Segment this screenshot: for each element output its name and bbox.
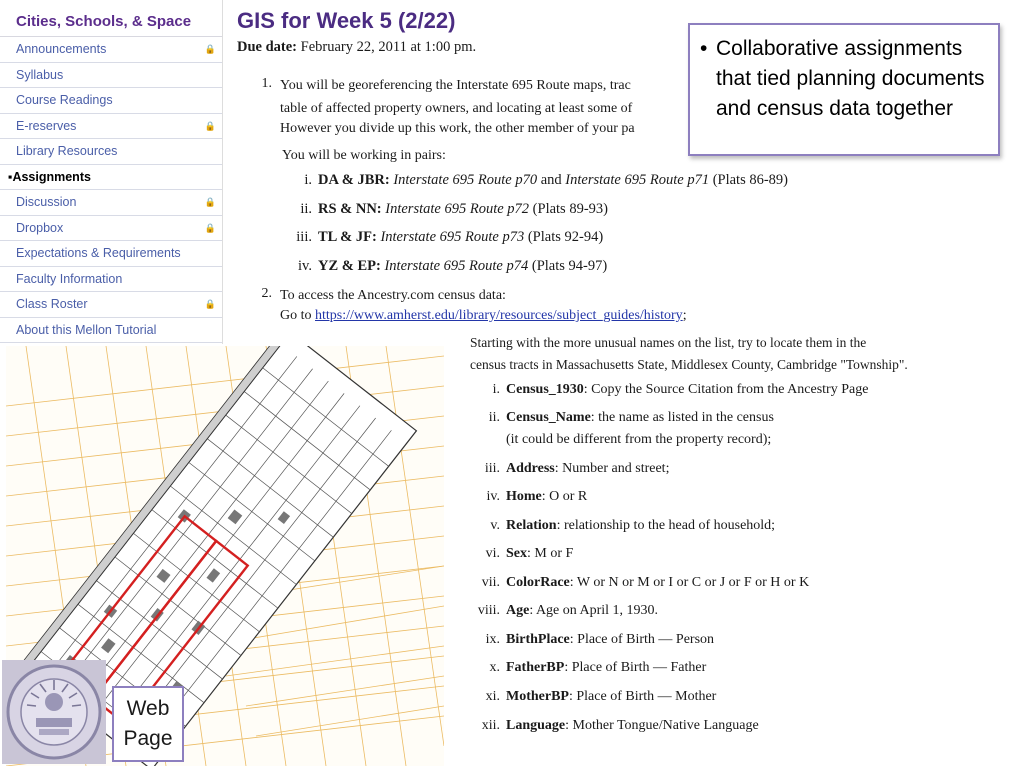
field-row	[470, 689, 716, 705]
lock-icon: 🔒	[204, 197, 216, 207]
sidebar-item-label: Library Resources	[16, 144, 118, 158]
due-date-value: February 22, 2011 at 1:00 pm.	[300, 39, 477, 55]
field-desc: : M or F	[527, 546, 574, 561]
sidebar-item-dropbox[interactable]	[0, 216, 222, 242]
sidebar-item-label: Syllabus	[16, 67, 64, 82]
list-numeral: v.	[490, 518, 500, 533]
sidebar-item-label: Course Readings	[16, 93, 113, 107]
field-name: ColorRace	[506, 575, 570, 590]
list-numeral: ii.	[300, 201, 312, 217]
label-line: Page	[123, 727, 173, 750]
item2-line1: To access the Ancestry.com census data:	[280, 288, 506, 303]
pair-row	[282, 258, 607, 275]
sidebar-item-label: Faculty Information	[16, 271, 123, 286]
field-row	[470, 546, 573, 562]
list-numeral: vi.	[485, 546, 500, 561]
list-numeral: i.	[492, 382, 500, 397]
sidebar-item-label: Dropbox	[16, 220, 64, 235]
lock-icon: 🔒	[204, 299, 216, 309]
plats-range: (Plats 89-93)	[529, 201, 608, 217]
field-desc: : Copy the Source Citation from the Ancestry Page	[583, 382, 869, 397]
web-page-label	[112, 686, 184, 762]
field-row	[470, 382, 868, 398]
census-intro-line1: Starting with the more unusual names on the list, try to locate them in the	[470, 335, 867, 350]
active-marker-icon: ▪	[8, 169, 13, 184]
label-line: Web	[126, 697, 170, 720]
field-desc: : Place of Birth — Person	[569, 632, 715, 647]
due-date	[237, 39, 476, 56]
page-title: GIS for Week 5 (2/22)	[237, 8, 456, 33]
callout-text: Collaborative assignments that tied planning documents and census data together	[716, 37, 985, 120]
sidebar-item-expectations[interactable]	[0, 241, 222, 267]
sidebar-item-library-resources[interactable]	[0, 139, 222, 165]
map-name: Interstate 695 Route p74	[384, 258, 529, 274]
field-desc: : Number and street;	[554, 461, 670, 476]
sidebar-item-label: Expectations & Requirements	[16, 246, 181, 260]
ancestry-link[interactable]: https://www.amherst.edu/library/resources/subject_guides/history	[315, 308, 683, 323]
field-row	[470, 632, 714, 648]
field-name: Census_1930	[506, 382, 584, 397]
field-name: Home	[506, 489, 542, 504]
list-numeral: ix.	[485, 632, 500, 647]
annotation-callout	[688, 23, 1000, 156]
list-numeral: iv.	[298, 258, 312, 274]
list-numeral: ii.	[488, 410, 500, 425]
due-date-label: Due date:	[237, 39, 298, 55]
sidebar-item-label: Announcements	[16, 42, 107, 56]
list-numeral: vii.	[481, 575, 500, 590]
sidebar-item-class-roster[interactable]	[0, 292, 222, 318]
course-sidebar	[0, 0, 223, 344]
field-row	[470, 575, 809, 591]
pair-names: YZ & EP:	[318, 258, 381, 274]
field-desc: : W or N or M or I or C or J or F or H or K	[569, 575, 810, 590]
course-title[interactable]: Cities, Schools, & Space	[0, 0, 222, 37]
field-name: Relation	[506, 518, 557, 533]
field-name: MotherBP	[506, 689, 569, 704]
census-intro-line2: census tracts in Massachusetts State, Middlesex County, Cambridge "Township".	[470, 357, 908, 372]
list-numeral: xi.	[485, 689, 500, 704]
item1-line2: table of affected property owners, and locating at least some of	[280, 101, 633, 116]
plats-range: (Plats 86-89)	[709, 172, 789, 188]
field-name: FatherBP	[506, 660, 565, 675]
bullet-icon: •	[700, 37, 708, 60]
field-row	[470, 489, 587, 505]
map-name: Interstate 695 Route p71	[565, 172, 710, 188]
field-name: Age	[506, 603, 530, 618]
pair-row	[282, 201, 608, 218]
sidebar-item-e-reserves[interactable]	[0, 114, 222, 140]
field-desc: : Place of Birth — Father	[564, 660, 707, 675]
sidebar-item-faculty-information[interactable]	[0, 267, 222, 293]
sidebar-nav	[0, 37, 222, 343]
list-numeral: viii.	[477, 603, 500, 618]
sidebar-item-assignments[interactable]	[0, 165, 222, 191]
lock-icon: 🔒	[204, 120, 216, 131]
item1-line1: You will be georeferencing the Interstate 695 Route maps, trac	[280, 78, 631, 93]
list-numeral: iv.	[486, 489, 500, 504]
field-subnote: (it could be different from the property record);	[506, 432, 772, 447]
lock-icon: 🔒	[204, 44, 216, 54]
field-name: Language	[506, 718, 566, 733]
item2-goto	[280, 306, 687, 326]
field-desc: : the name as listed in the census	[590, 410, 774, 425]
link-punctuation: ;	[682, 308, 687, 323]
field-name: Sex	[506, 546, 527, 561]
field-name: Address	[506, 461, 555, 476]
field-desc: : Place of Birth — Mother	[568, 689, 717, 704]
field-row	[470, 518, 775, 534]
pair-names: RS & NN:	[318, 201, 382, 217]
field-row	[470, 718, 759, 734]
pair-conjunction: and	[537, 172, 566, 188]
sidebar-item-about[interactable]	[0, 318, 222, 344]
sidebar-item-announcements[interactable]	[0, 37, 222, 63]
field-name: Census_Name	[506, 410, 591, 425]
field-name: BirthPlace	[506, 632, 570, 647]
pair-names: DA & JBR:	[318, 172, 390, 188]
item-number: 2.	[261, 286, 272, 301]
field-row	[470, 660, 706, 676]
plats-range: (Plats 94-97)	[528, 258, 608, 274]
field-desc: : O or R	[541, 489, 588, 504]
field-desc: : Mother Tongue/Native Language	[565, 718, 759, 733]
goto-text: Go to	[280, 308, 315, 323]
field-desc: : relationship to the head of household;	[556, 518, 776, 533]
field-row	[470, 461, 669, 477]
map-name: Interstate 695 Route p72	[385, 201, 530, 217]
sidebar-item-label: Assignments	[12, 169, 91, 184]
map-name: Interstate 695 Route p73	[380, 229, 525, 245]
sidebar-item-label: Discussion	[16, 195, 77, 209]
lock-icon: 🔒	[204, 222, 216, 233]
map-name: Interstate 695 Route p70	[393, 172, 538, 188]
amherst-college-seal	[2, 660, 106, 764]
list-numeral: iii.	[484, 461, 500, 476]
list-numeral: x.	[489, 660, 500, 675]
item1-line4: You will be working in pairs:	[282, 148, 446, 163]
plats-range: (Plats 92-94)	[524, 229, 604, 245]
list-numeral: iii.	[296, 229, 312, 245]
item-number: 1.	[261, 76, 272, 91]
sidebar-item-course-readings[interactable]	[0, 88, 222, 114]
field-row	[470, 603, 658, 619]
field-desc: : Age on April 1, 1930.	[529, 603, 659, 618]
sidebar-item-discussion[interactable]	[0, 190, 222, 216]
sidebar-item-label: About this Mellon Tutorial	[16, 322, 157, 337]
sidebar-item-label: E-reserves	[16, 118, 77, 133]
list-numeral: i.	[304, 172, 312, 188]
item1-line3: However you divide up this work, the other member of your pa	[280, 121, 635, 136]
sidebar-item-label: Class Roster	[16, 297, 88, 311]
field-row	[470, 410, 774, 426]
pair-row	[282, 229, 603, 246]
list-numeral: xii.	[481, 718, 500, 733]
pair-names: TL & JF:	[318, 229, 377, 245]
pair-row	[282, 172, 788, 189]
sidebar-item-syllabus[interactable]	[0, 63, 222, 89]
